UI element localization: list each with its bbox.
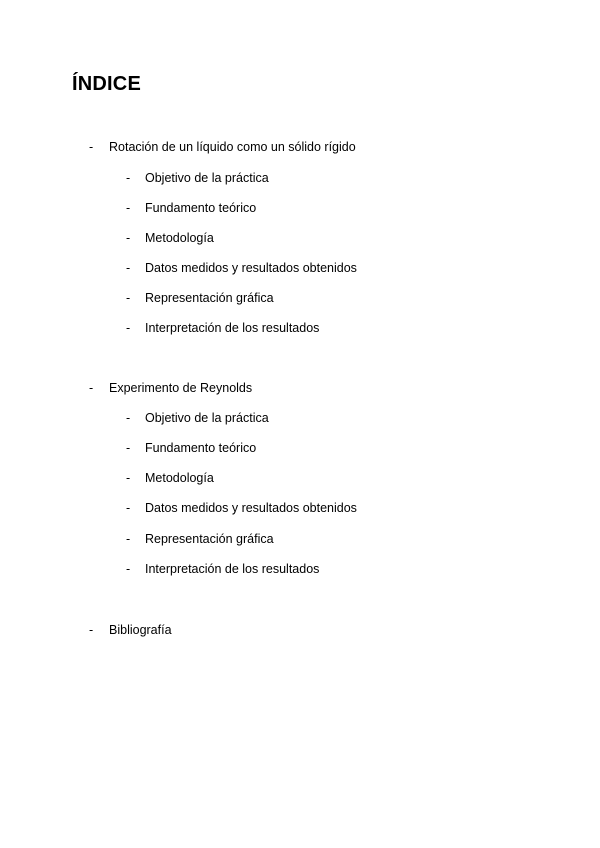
section-heading: Experimento de Reynolds [109,381,253,395]
list-item: Metodología [145,471,214,485]
bullet-dash: - [126,411,131,425]
list-item: Datos medidos y resultados obtenidos [145,501,357,515]
bullet-dash: - [89,140,94,154]
list-item: Objetivo de la práctica [145,411,269,425]
list-item: Representación gráfica [145,532,274,546]
bullet-dash: - [126,291,131,305]
bullet-dash: - [126,471,131,485]
bullet-dash: - [126,441,131,455]
bullet-dash: - [126,532,131,546]
section-heading: Bibliografía [109,623,172,637]
bullet-dash: - [89,623,94,637]
list-item: Representación gráfica [145,291,274,305]
bullet-dash: - [126,231,131,245]
page-title: ÍNDICE [72,73,141,95]
bullet-dash: - [89,381,94,395]
bullet-dash: - [126,171,131,185]
list-item: Fundamento teórico [145,201,257,215]
list-item: Objetivo de la práctica [145,171,269,185]
bullet-dash: - [126,261,131,275]
list-item: Datos medidos y resultados obtenidos [145,261,357,275]
bullet-dash: - [126,201,131,215]
list-item: Metodología [145,231,214,245]
section-heading: Rotación de un líquido como un sólido rígido [109,140,356,154]
bullet-dash: - [126,501,131,515]
list-item: Interpretación de los resultados [145,321,320,335]
list-item: Interpretación de los resultados [145,562,320,576]
bullet-dash: - [126,562,131,576]
bullet-dash: - [126,321,131,335]
list-item: Fundamento teórico [145,441,257,455]
